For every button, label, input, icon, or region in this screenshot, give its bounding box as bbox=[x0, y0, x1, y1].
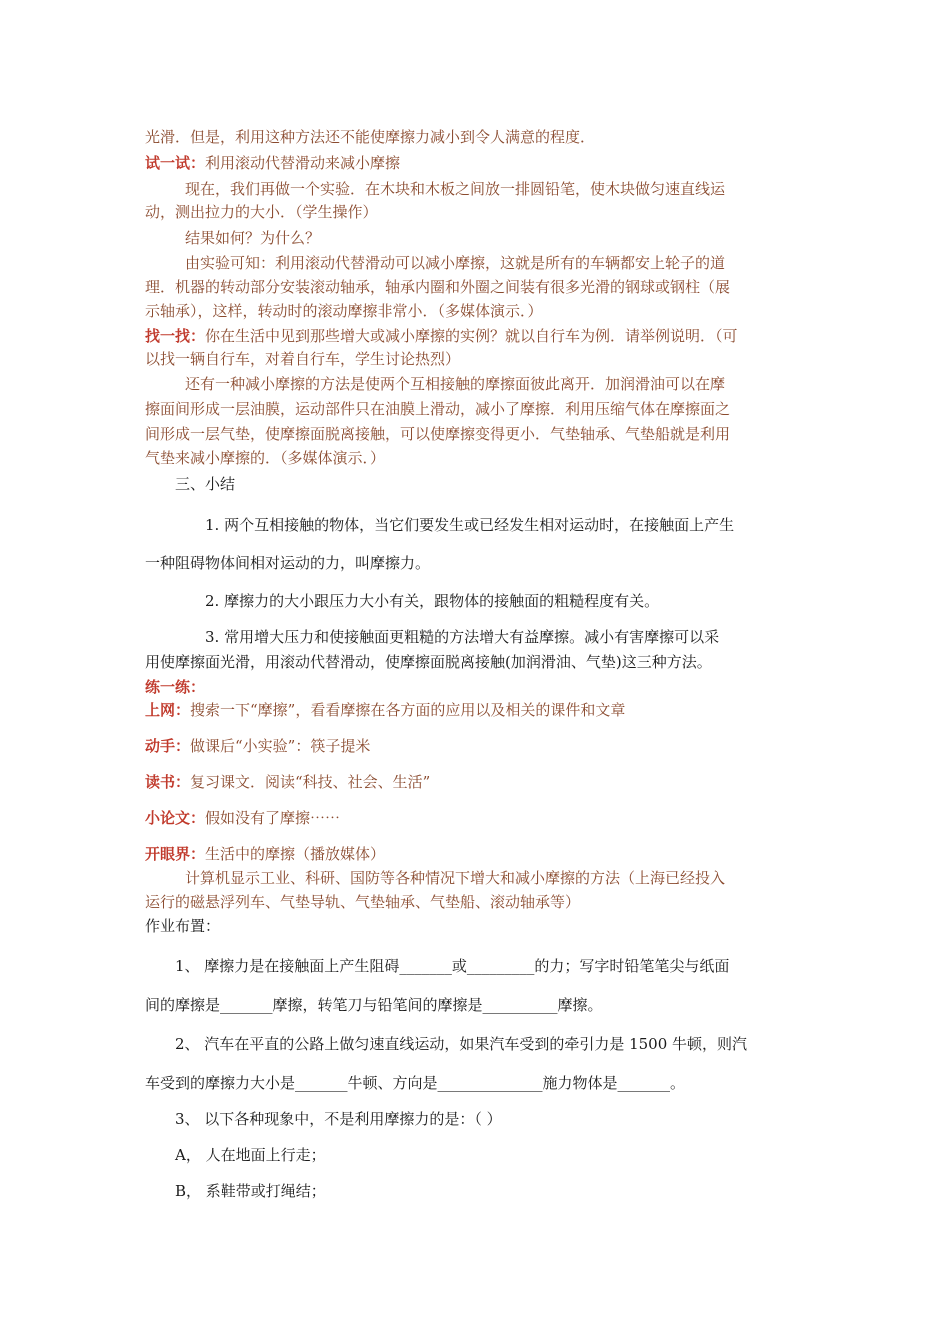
section-text: 搜索一下“摩擦”，看看摩擦在各方面的应用以及相关的课件和文章 bbox=[190, 701, 626, 719]
text-line: 光滑．但是，利用这种方法还不能使摩擦力减小到令人满意的程度． bbox=[145, 128, 596, 146]
section-text: 利用滚动代替滑动来减小摩擦 bbox=[205, 154, 401, 172]
text-line bbox=[145, 843, 385, 865]
summary-item: 2. 摩擦力的大小跟压力大小有关，跟物体的接触面的粗糙程度有关。 bbox=[205, 592, 660, 610]
text-line: 擦面间形成一层油膜，运动部件只在油膜上滑动，减小了摩擦．利用压缩气体在摩擦面之 bbox=[145, 400, 731, 418]
text-line: 还有一种减小摩擦的方法是使两个互相接触的摩擦面彼此离开．加润滑油可以在摩 bbox=[185, 375, 726, 393]
question-3: 3、 以下各种现象中，不是利用摩擦力的是：（ ） bbox=[175, 1110, 502, 1128]
section-label: 读书： bbox=[145, 773, 191, 791]
text-line bbox=[145, 152, 400, 174]
section-label: 练一练： bbox=[145, 678, 206, 696]
text-line: 计算机显示工业、科研、国防等各种情况下增大和减小摩擦的方法（上海已经投入 bbox=[185, 869, 726, 887]
text-line: 示轴承），这样，转动时的滚动摩擦非常小．（多媒体演示．） bbox=[145, 302, 543, 320]
question-1-cont: 间的摩擦是_______摩擦，转笔刀与铅笔间的摩擦是__________摩擦。 bbox=[145, 996, 603, 1014]
section-text: 复习课文．阅读“科技、社会、生活” bbox=[190, 773, 431, 791]
text-line bbox=[145, 676, 205, 698]
section-label: 上网： bbox=[145, 701, 191, 719]
text-line: 理．机器的转动部分安装滚动轴承，轴承内圈和外圈之间装有很多光滑的钢球或钢柱（展 bbox=[145, 278, 731, 296]
text-line: 由实验可知：利用滚动代替滑动可以减小摩擦，这就是所有的车辆都安上轮子的道 bbox=[185, 254, 726, 272]
text-line: 以找一辆自行车，对着自行车，学生讨论热烈） bbox=[145, 350, 461, 368]
section-label: 开眼界： bbox=[145, 845, 206, 863]
text-line: 间形成一层气垫，使摩擦面脱离接触，可以使摩擦变得更小．气垫轴承、气垫船就是利用 bbox=[145, 425, 731, 443]
text-line bbox=[145, 807, 340, 829]
summary-item: 1. 两个互相接触的物体，当它们要发生或已经发生相对运动时，在接触面上产生 bbox=[205, 516, 735, 534]
section-text: 生活中的摩擦（播放媒体） bbox=[205, 845, 386, 863]
text-line: 气垫来减小摩擦的．（多媒体演示．） bbox=[145, 449, 386, 467]
section-label: 试一试： bbox=[145, 154, 206, 172]
summary-item: 一种阻碍物体间相对运动的力，叫摩擦力。 bbox=[145, 554, 431, 572]
summary-heading: 三、小结 bbox=[175, 475, 236, 493]
section-label: 小论文： bbox=[145, 809, 206, 827]
text-line: 动，测出拉力的大小．（学生操作） bbox=[145, 203, 378, 221]
section-text: 假如没有了摩擦⋯⋯ bbox=[205, 809, 341, 827]
section-text: 你在生活中见到那些增大或减小摩擦的实例？就以自行车为例．请举例说明．（可 bbox=[205, 327, 738, 345]
question-1: 1、 摩擦力是在接触面上产生阻碍_______或_________的力；写字时铅笔笔尖与纸面 bbox=[175, 957, 730, 975]
text-line bbox=[145, 699, 625, 721]
text-line: 现在，我们再做一个实验．在木块和木板之间放一排圆铅笔，使木块做匀速直线运 bbox=[185, 180, 726, 198]
question-2-cont: 车受到的摩擦力大小是_______牛顿、方向是______________施力物体是_______。 bbox=[145, 1074, 686, 1092]
text-line bbox=[145, 771, 430, 793]
homework-heading: 作业布置： bbox=[145, 917, 221, 935]
summary-item: 用使摩擦面光滑，用滚动代替滑动，使摩擦面脱离接触(加润滑油、气垫)这三种方法。 bbox=[145, 653, 712, 671]
section-label: 动手： bbox=[145, 737, 191, 755]
section-label: 找一找： bbox=[145, 327, 206, 345]
text-line: 结果如何？为什么？ bbox=[185, 229, 321, 247]
text-line bbox=[145, 735, 370, 757]
text-line: 运行的磁悬浮列车、气垫导轨、气垫轴承、气垫船、滚动轴承等） bbox=[145, 893, 581, 911]
question-2: 2、 汽车在平直的公路上做匀速直线运动，如果汽车受到的牵引力是 1500 牛顿，则汽 bbox=[175, 1035, 748, 1053]
text-line bbox=[145, 325, 738, 347]
section-text: 做课后“小实验”：筷子提米 bbox=[190, 737, 371, 755]
summary-item: 3. 常用增大压力和使接触面更粗糙的方法增大有益摩擦。减小有害摩擦可以采 bbox=[205, 628, 720, 646]
option-a: A， 人在地面上行走； bbox=[175, 1146, 326, 1164]
option-b: B， 系鞋带或打绳结； bbox=[175, 1182, 326, 1200]
